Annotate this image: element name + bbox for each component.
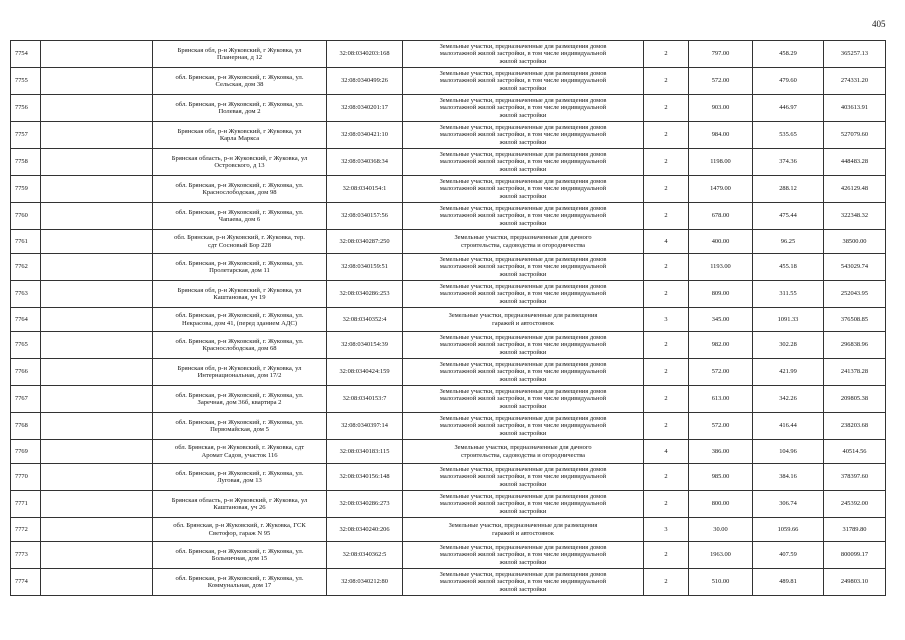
cadastral-value-cell: 40514.56 [824,440,886,464]
cadastral-value-cell: 403613.91 [824,95,886,122]
table-row [11,440,886,464]
specific-value-cell: 1091.33 [753,308,824,332]
use-group-cell: 2 [644,122,689,149]
use-group-cell: 2 [644,68,689,95]
cadastral-number-cell: 32:08:0340362:5 [327,542,403,569]
table-row [11,230,886,254]
area-cell: 809.00 [689,281,753,308]
record-number-cell: 7772 [11,518,41,542]
cadastral-number-cell: 32:08:0340154:39 [327,332,403,359]
specific-value-cell: 288.12 [753,176,824,203]
area-cell: 345.00 [689,308,753,332]
record-number-cell: 7755 [11,68,41,95]
address-cell: обл. Брянская, р-н Жуковский, г. Жуковка, ул. Заречная, дом 36б, квартира 2 [153,386,327,413]
record-number-cell: 7767 [11,386,41,413]
use-group-cell: 2 [644,149,689,176]
land-use-cell: Земельные участки, предназначенные для дачного строительства, садоводства и огородничества [403,440,644,464]
cadastral-number-cell: 32:08:0340286:253 [327,281,403,308]
table-row [11,518,886,542]
cadastral-value-cell: 376508.85 [824,308,886,332]
table-row [11,386,886,413]
area-cell: 572.00 [689,359,753,386]
land-use-cell: Земельные участки, предназначенные для размещения домов малоэтажной жилой застройки, в том числе индивидуальной жилой застройки [403,149,644,176]
table-row [11,122,886,149]
record-number-cell: 7758 [11,149,41,176]
specific-value-cell: 104.96 [753,440,824,464]
cadastral-number-cell: 32:08:0340286:273 [327,491,403,518]
area-cell: 800.00 [689,491,753,518]
table-row [11,254,886,281]
address-cell: Брянская обл, р-н Жуковский, г Жуковка, ул Каштановая, уч 19 [153,281,327,308]
cadastral-value-cell: 378397.60 [824,464,886,491]
record-number-cell: 7766 [11,359,41,386]
use-group-cell: 3 [644,308,689,332]
cadastral-value-cell: 448483.28 [824,149,886,176]
specific-value-cell: 535.65 [753,122,824,149]
specific-value-cell: 455.18 [753,254,824,281]
blank-cell [41,518,153,542]
record-number-cell: 7771 [11,491,41,518]
table-row [11,413,886,440]
blank-cell [41,332,153,359]
specific-value-cell: 302.28 [753,332,824,359]
area-cell: 1193.00 [689,254,753,281]
blank-cell [41,176,153,203]
blank-cell [41,68,153,95]
record-number-cell: 7759 [11,176,41,203]
address-cell: Брянская обл, р-н Жуковский, г Жуковка, ул Планерная, д 12 [153,41,327,68]
area-cell: 982.00 [689,332,753,359]
area-cell: 985.00 [689,464,753,491]
address-cell: Брянская обл, р-н Жуковский, г Жуковка, ул Интернациональная, дом 17/2 [153,359,327,386]
use-group-cell: 2 [644,413,689,440]
specific-value-cell: 342.26 [753,386,824,413]
specific-value-cell: 1059.66 [753,518,824,542]
cadastral-number-cell: 32:08:0340157:56 [327,203,403,230]
blank-cell [41,413,153,440]
table-row [11,176,886,203]
area-cell: 400.00 [689,230,753,254]
cadastral-number-cell: 32:08:0340156:148 [327,464,403,491]
area-cell: 613.00 [689,386,753,413]
table-row [11,203,886,230]
address-cell: обл. Брянская, р-н Жуковский, г. Жуковка, ул. Краснослободская, дом 68 [153,332,327,359]
record-number-cell: 7761 [11,230,41,254]
cadastral-number-cell: 32:08:0340153:7 [327,386,403,413]
blank-cell [41,464,153,491]
blank-cell [41,308,153,332]
cadastral-value-cell: 249803.10 [824,569,886,596]
cadastral-number-cell: 32:08:0340154:1 [327,176,403,203]
land-use-cell: Земельные участки, предназначенные для размещения гаражей и автостоянок [403,308,644,332]
land-use-cell: Земельные участки, предназначенные для размещения домов малоэтажной жилой застройки, в том числе индивидуальной жилой застройки [403,464,644,491]
specific-value-cell: 407.59 [753,542,824,569]
table-row [11,491,886,518]
land-use-cell: Земельные участки, предназначенные для размещения домов малоэтажной жилой застройки, в том числе индивидуальной жилой застройки [403,68,644,95]
address-cell: обл. Брянская, р-н Жуковский, г. Жуковка, ул. Полевая, дом 2 [153,95,327,122]
address-cell: обл. Брянская, р-н Жуковский, г. Жуковка, тер. сдт Сосновый Бор 228 [153,230,327,254]
area-cell: 1479.00 [689,176,753,203]
cadastral-value-cell: 38500.00 [824,230,886,254]
cadastral-number-cell: 32:08:0340159:51 [327,254,403,281]
specific-value-cell: 311.55 [753,281,824,308]
use-group-cell: 4 [644,440,689,464]
specific-value-cell: 384.16 [753,464,824,491]
record-number-cell: 7774 [11,569,41,596]
blank-cell [41,440,153,464]
blank-cell [41,569,153,596]
record-number-cell: 7763 [11,281,41,308]
specific-value-cell: 306.74 [753,491,824,518]
blank-cell [41,386,153,413]
land-use-cell: Земельные участки, предназначенные для размещения домов малоэтажной жилой застройки, в том числе индивидуальной жилой застройки [403,176,644,203]
cadastral-number-cell: 32:08:0340368:34 [327,149,403,176]
specific-value-cell: 475.44 [753,203,824,230]
specific-value-cell: 489.81 [753,569,824,596]
use-group-cell: 2 [644,359,689,386]
blank-cell [41,254,153,281]
specific-value-cell: 374.36 [753,149,824,176]
area-cell: 386.00 [689,440,753,464]
address-cell: обл. Брянская, р-н Жуковский, г. Жуковка, ул. Чапаева, дом 6 [153,203,327,230]
address-cell: Брянская обл, р-н Жуковский, г Жуковка, ул Карла Маркса [153,122,327,149]
blank-cell [41,281,153,308]
land-use-cell: Земельные участки, предназначенные для размещения домов малоэтажной жилой застройки, в том числе индивидуальной жилой застройки [403,332,644,359]
cadastral-number-cell: 32:08:0340201:17 [327,95,403,122]
address-cell: обл. Брянская, р-н Жуковский, г. Жуковка, ул. Коммунальная, дом 17 [153,569,327,596]
cadastral-value-cell: 365257.13 [824,41,886,68]
table-row [11,332,886,359]
area-cell: 510.00 [689,569,753,596]
table-row [11,542,886,569]
blank-cell [41,122,153,149]
land-use-cell: Земельные участки, предназначенные для размещения гаражей и автостоянок [403,518,644,542]
record-number-cell: 7756 [11,95,41,122]
area-cell: 572.00 [689,68,753,95]
area-cell: 30.00 [689,518,753,542]
land-use-cell: Земельные участки, предназначенные для размещения домов малоэтажной жилой застройки, в том числе индивидуальной жилой застройки [403,203,644,230]
address-cell: обл. Брянская, р-н Жуковский, г. Жуковка, ул. Некрасова, дом 41, (перед зданием АДС) [153,308,327,332]
address-cell: обл. Брянская, р-н Жуковский, г. Жуковка, ул. Краснослободская, дом 98 [153,176,327,203]
land-use-cell: Земельные участки, предназначенные для размещения домов малоэтажной жилой застройки, в том числе индивидуальной жилой застройки [403,386,644,413]
land-use-cell: Земельные участки, предназначенные для размещения домов малоэтажной жилой застройки, в том числе индивидуальной жилой застройки [403,542,644,569]
record-number-cell: 7754 [11,41,41,68]
land-use-cell: Земельные участки, предназначенные для размещения домов малоэтажной жилой застройки, в том числе индивидуальной жилой застройки [403,95,644,122]
use-group-cell: 2 [644,542,689,569]
specific-value-cell: 446.97 [753,95,824,122]
blank-cell [41,95,153,122]
cadastral-number-cell: 32:08:0340212:80 [327,569,403,596]
record-number-cell: 7760 [11,203,41,230]
table-row [11,464,886,491]
table-row [11,41,886,68]
use-group-cell: 2 [644,203,689,230]
use-group-cell: 2 [644,281,689,308]
record-number-cell: 7769 [11,440,41,464]
land-use-cell: Земельные участки, предназначенные для размещения домов малоэтажной жилой застройки, в том числе индивидуальной жилой застройки [403,491,644,518]
land-use-cell: Земельные участки, предназначенные для размещения домов малоэтажной жилой застройки, в том числе индивидуальной жилой застройки [403,281,644,308]
area-cell: 1963.00 [689,542,753,569]
use-group-cell: 2 [644,95,689,122]
cadastral-number-cell: 32:08:0340352:4 [327,308,403,332]
use-group-cell: 2 [644,464,689,491]
record-number-cell: 7764 [11,308,41,332]
specific-value-cell: 416.44 [753,413,824,440]
use-group-cell: 2 [644,569,689,596]
use-group-cell: 2 [644,386,689,413]
address-cell: Брянская область, р-н Жуковский, г Жуковка, ул Каштановая, уч 26 [153,491,327,518]
cadastral-number-cell: 32:08:0340421:10 [327,122,403,149]
cadastral-value-cell: 245392.00 [824,491,886,518]
use-group-cell: 3 [644,518,689,542]
table-row [11,149,886,176]
blank-cell [41,149,153,176]
blank-cell [41,542,153,569]
area-cell: 572.00 [689,413,753,440]
address-cell: обл. Брянская, р-н Жуковский, г. Жуковка, ГСК Светофор, гараж N 95 [153,518,327,542]
use-group-cell: 2 [644,41,689,68]
land-use-cell: Земельные участки, предназначенные для размещения домов малоэтажной жилой застройки, в том числе индивидуальной жилой застройки [403,41,644,68]
address-cell: обл. Брянская, р-н Жуковский, г. Жуковка, ул. Пролетарская, дом 11 [153,254,327,281]
address-cell: Брянская область, р-н Жуковский, г Жуковка, ул Островского, д 13 [153,149,327,176]
blank-cell [41,230,153,254]
cadastral-number-cell: 32:08:0340240:206 [327,518,403,542]
table-row [11,569,886,596]
cadastral-value-cell: 31789.80 [824,518,886,542]
use-group-cell: 2 [644,491,689,518]
cadastral-value-cell: 322348.32 [824,203,886,230]
area-cell: 797.00 [689,41,753,68]
land-use-cell: Земельные участки, предназначенные для дачного строительства, садоводства и огородничества [403,230,644,254]
use-group-cell: 2 [644,176,689,203]
cadastral-value-cell: 241378.28 [824,359,886,386]
address-cell: обл. Брянская, р-н Жуковский, г. Жуковка, ул. Сельская, дом 38 [153,68,327,95]
cadastral-number-cell: 32:08:0340424:159 [327,359,403,386]
cadastral-number-cell: 32:08:0340183:115 [327,440,403,464]
use-group-cell: 2 [644,332,689,359]
address-cell: обл. Брянская, р-н Жуковский, г. Жуковка, сдт Аромат Садов, участок 116 [153,440,327,464]
blank-cell [41,203,153,230]
land-use-cell: Земельные участки, предназначенные для размещения домов малоэтажной жилой застройки, в том числе индивидуальной жилой застройки [403,413,644,440]
blank-cell [41,359,153,386]
record-number-cell: 7757 [11,122,41,149]
record-number-cell: 7762 [11,254,41,281]
cadastral-value-table [10,40,886,596]
cadastral-value-cell: 252043.95 [824,281,886,308]
cadastral-value-cell: 426129.48 [824,176,886,203]
land-use-cell: Земельные участки, предназначенные для размещения домов малоэтажной жилой застройки, в том числе индивидуальной жилой застройки [403,254,644,281]
record-number-cell: 7773 [11,542,41,569]
cadastral-value-cell: 274331.20 [824,68,886,95]
cadastral-value-cell: 527079.60 [824,122,886,149]
address-cell: обл. Брянская, р-н Жуковский, г. Жуковка, ул. Больничная, дом 15 [153,542,327,569]
blank-cell [41,491,153,518]
address-cell: обл. Брянская, р-н Жуковский, г. Жуковка, ул. Первомайская, дом 5 [153,413,327,440]
specific-value-cell: 458.29 [753,41,824,68]
table-row [11,95,886,122]
area-cell: 1198.00 [689,149,753,176]
table-row [11,359,886,386]
area-cell: 678.00 [689,203,753,230]
specific-value-cell: 96.25 [753,230,824,254]
area-cell: 903.00 [689,95,753,122]
record-number-cell: 7768 [11,413,41,440]
cadastral-value-cell: 209805.38 [824,386,886,413]
land-use-cell: Земельные участки, предназначенные для размещения домов малоэтажной жилой застройки, в том числе индивидуальной жилой застройки [403,569,644,596]
area-cell: 984.00 [689,122,753,149]
address-cell: обл. Брянская, р-н Жуковский, г. Жуковка, ул. Луговая, дом 13 [153,464,327,491]
cadastral-value-cell: 238203.68 [824,413,886,440]
cadastral-value-cell: 543029.74 [824,254,886,281]
record-number-cell: 7770 [11,464,41,491]
cadastral-number-cell: 32:08:0340287:250 [327,230,403,254]
table-row [11,281,886,308]
specific-value-cell: 479.60 [753,68,824,95]
cadastral-number-cell: 32:08:0340397:14 [327,413,403,440]
table-row [11,68,886,95]
cadastral-number-cell: 32:08:0340499:26 [327,68,403,95]
table-row [11,308,886,332]
land-use-cell: Земельные участки, предназначенные для размещения домов малоэтажной жилой застройки, в том числе индивидуальной жилой застройки [403,122,644,149]
specific-value-cell: 421.99 [753,359,824,386]
use-group-cell: 4 [644,230,689,254]
cadastral-number-cell: 32:08:0340203:168 [327,41,403,68]
record-number-cell: 7765 [11,332,41,359]
blank-cell [41,41,153,68]
cadastral-value-cell: 800099.17 [824,542,886,569]
cadastral-value-cell: 296838.96 [824,332,886,359]
land-use-cell: Земельные участки, предназначенные для размещения домов малоэтажной жилой застройки, в том числе индивидуальной жилой застройки [403,359,644,386]
page-number: 405 [872,19,886,29]
use-group-cell: 2 [644,254,689,281]
